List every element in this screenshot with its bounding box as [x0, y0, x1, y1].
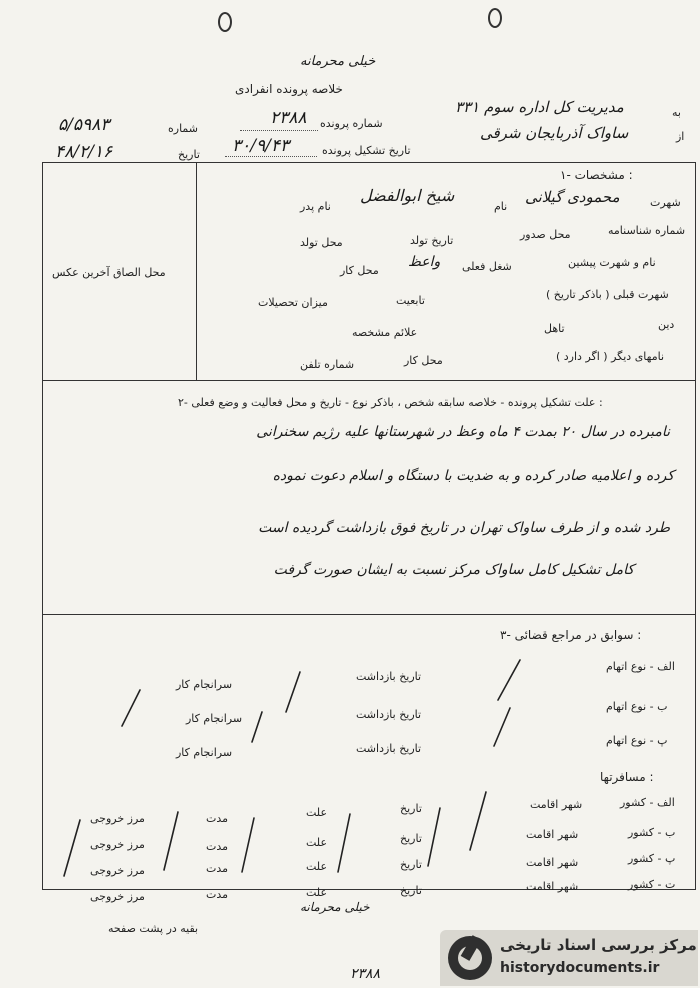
section2-heading: ۲- علت تشکیل پرونده - خلاصه سابقه شخص ، باذکر نوع - تاریخ و محل فعالیت و وضع فعلی :	[178, 396, 603, 409]
trip-a-date-label: تاریخ	[400, 802, 422, 815]
birthdate-label: تاریخ تولد	[410, 234, 454, 247]
trip-d-reason-label: علت	[306, 886, 328, 899]
narrative-line-3: طرد شده و از طرف ساواک تهران در تاریخ فوق بازداشت گردیده است	[258, 520, 670, 536]
trip-d-duration-label: مدت	[206, 888, 229, 901]
classification-top: خیلی محرمانه	[300, 54, 376, 69]
to-label: به	[672, 106, 681, 119]
charge-a-label: الف - نوع اتهام	[606, 660, 675, 673]
trip-c-city-label: شهر اقامت	[526, 856, 579, 869]
charge-b-label: ب - نوع اتهام	[606, 700, 668, 713]
other-workplace-label: محل کار	[404, 354, 443, 367]
pen-stroke	[498, 660, 520, 700]
to-value: مدیریت کل اداره سوم ۳۳۱	[455, 98, 624, 116]
previous-surname-label: شهرت قبلی ( باذکر تاریخ )	[546, 288, 669, 301]
classification-bottom: خیلی محرمانه	[300, 900, 370, 914]
charge-b-result-label: سرانجام کار	[186, 712, 243, 725]
charge-c-label: پ - نوع اتهام	[606, 734, 668, 747]
marital-status-label: تاهل	[544, 322, 565, 335]
trip-c-duration-label: مدت	[206, 862, 229, 875]
section4-heading: مسافرتها :	[600, 770, 654, 784]
other-names-label: نامهای دیگر ( اگر دارد )	[556, 350, 665, 363]
file-date-value: ۳۰/۹/۴۳	[232, 136, 290, 156]
religion-label: دین	[658, 318, 675, 331]
charge-c-arrest-label: تاریخ بازداشت	[356, 742, 422, 755]
pen-stroke	[64, 820, 80, 876]
from-value: ساواک آذربایجان شرقی	[480, 124, 629, 142]
trip-b-duration-label: مدت	[206, 840, 229, 853]
trip-a-reason-label: علت	[306, 806, 328, 819]
number-label: شماره	[168, 122, 199, 135]
pen-stroke	[252, 712, 262, 742]
date-label: تاریخ	[178, 148, 200, 161]
distinguishing-marks-label: علائم مشخصه	[352, 326, 418, 339]
pen-stroke	[470, 792, 486, 850]
surname-label: شهرت	[650, 196, 681, 209]
issue-place-label: محل صدور	[520, 228, 571, 241]
pen-stroke	[164, 812, 178, 870]
trip-d-border-label: مرز خروجی	[90, 890, 145, 903]
narrative-line-2: کرده و اعلامیه صادر کرده و به ضدیت با دستگاه و اسلام دعوت نموده	[272, 468, 674, 484]
name-label: نام	[494, 200, 508, 213]
file-date-label: تاریخ تشکیل پرونده	[322, 144, 411, 157]
charge-a-result-label: سرانجام کار	[176, 678, 233, 691]
trip-b-date-label: تاریخ	[400, 832, 422, 845]
pen-stroke	[122, 690, 140, 726]
trip-c-country-label: پ - کشور	[628, 852, 676, 865]
date-value: ۴۸/۲/۱۶	[55, 142, 113, 162]
trip-b-city-label: شهر اقامت	[526, 828, 579, 841]
trip-b-country-label: ب - کشور	[628, 826, 676, 839]
father-name-label: نام پدر	[300, 200, 331, 213]
from-label: از	[676, 130, 685, 143]
trip-a-duration-label: مدت	[206, 812, 229, 825]
workplace-label: محل کار	[340, 264, 379, 277]
bottom-number: ۲۳۸۸	[350, 966, 381, 982]
narrative-line-4: کامل تشکیل کامل ساواک مرکز نسبت به ایشان صورت گرفت	[273, 562, 634, 578]
trip-b-border-label: مرز خروجی	[90, 838, 145, 851]
pen-stroke	[242, 818, 254, 872]
education-label: میزان تحصیلات	[258, 296, 328, 309]
birthplace-label: محل تولد	[300, 236, 343, 249]
surname-value: محمودی گیلانی	[525, 188, 620, 206]
section1-heading: ۱- مشخصات :	[560, 168, 633, 182]
section3-heading: ۳- سوابق در مراجع قضائی :	[500, 628, 642, 642]
archive-logo-icon	[448, 936, 492, 980]
pen-stroke	[494, 708, 510, 746]
current-job-value: واعظ	[408, 254, 441, 270]
phone-number-label: شماره تلفن	[300, 358, 355, 371]
continued-on-back: بقیه در پشت صفحه	[108, 922, 199, 935]
file-number-label: شماره پرونده	[320, 117, 383, 130]
number-value: ۵/۵۹۸۳	[58, 115, 110, 135]
trip-c-reason-label: علت	[306, 860, 328, 873]
trip-a-city-label: شهر اقامت	[530, 798, 583, 811]
trip-d-city-label: شهر اقامت	[526, 880, 579, 893]
trip-a-country-label: الف - کشور	[620, 796, 675, 809]
trip-a-border-label: مرز خروجی	[90, 812, 145, 825]
current-job-label: شغل فعلی	[462, 260, 512, 273]
document-title: خلاصه پرونده انفرادی	[235, 82, 343, 96]
watermark-org: مرکز بررسی اسناد تاریخی	[500, 936, 697, 954]
trip-d-country-label: ت - کشور	[628, 878, 676, 891]
charge-c-result-label: سرانجام کار	[176, 746, 233, 759]
trip-c-date-label: تاریخ	[400, 858, 422, 871]
charge-a-arrest-label: تاریخ بازداشت	[356, 670, 422, 683]
id-number-label: شماره شناسنامه	[608, 224, 686, 237]
photo-placeholder-label: محل الصاق آخرین عکس	[52, 266, 166, 279]
watermark-site: historydocuments.ir	[500, 960, 660, 976]
charge-b-arrest-label: تاریخ بازداشت	[356, 708, 422, 721]
pen-stroke	[338, 814, 350, 872]
narrative-line-1: نامبرده در سال ۲۰ بمدت ۴ ماه وعظ در شهرستانها علیه رژیم سخنرانی	[256, 424, 670, 440]
name-value: شیخ ابوالفضل	[360, 186, 455, 205]
watermark-box	[440, 930, 698, 986]
previous-name-label: نام و شهرت پیشین	[568, 256, 656, 269]
nationality-label: تابعیت	[396, 294, 425, 307]
trip-c-border-label: مرز خروجی	[90, 864, 145, 877]
trip-b-reason-label: علت	[306, 836, 328, 849]
file-number-value: ۲۳۸۸	[270, 108, 307, 128]
trip-d-date-label: تاریخ	[400, 884, 422, 897]
pen-stroke	[428, 808, 440, 866]
pen-stroke	[286, 672, 300, 712]
